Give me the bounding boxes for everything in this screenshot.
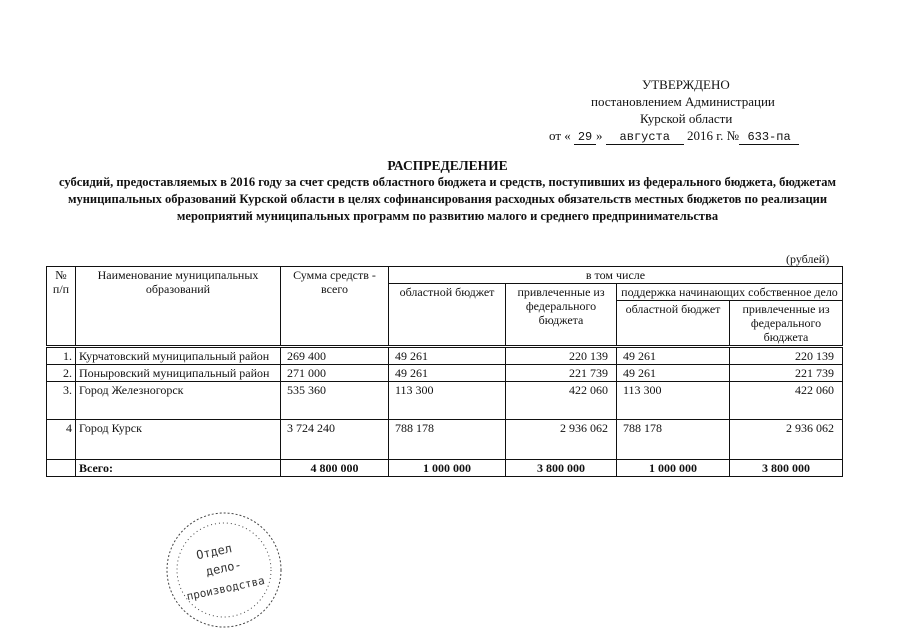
date-day: 29 [574, 130, 596, 145]
table-total-row [47, 460, 843, 477]
office-stamp [162, 508, 286, 632]
row-total: 269 400 [281, 347, 389, 365]
row-num: 4 [47, 420, 76, 460]
row-regional: 49 261 [389, 347, 506, 365]
row-num: 1. [47, 347, 76, 365]
stamp-text-1: Отдел [194, 541, 234, 563]
total-sum: 4 800 000 [281, 460, 389, 477]
row-name: Поныровский муниципальный район [76, 365, 281, 382]
approval-heading: УТВЕРЖДЕНО [642, 77, 730, 92]
row-num: 2. [47, 365, 76, 382]
document-number: 633-па [739, 130, 799, 145]
row-support-regional: 788 178 [617, 420, 730, 460]
total-support-regional: 1 000 000 [617, 460, 730, 477]
row-regional: 113 300 [389, 382, 506, 420]
row-support-regional: 113 300 [617, 382, 730, 420]
table-row [47, 382, 843, 420]
table-row [47, 420, 843, 460]
header-total: Сумма средств - всего [281, 267, 389, 347]
document-title: РАСПРЕДЕЛЕНИЕ [387, 158, 508, 173]
total-label: Всего: [76, 460, 281, 477]
row-federal: 2 936 062 [506, 420, 617, 460]
row-total: 535 360 [281, 382, 389, 420]
row-num: 3. [47, 382, 76, 420]
distribution-table [46, 266, 843, 477]
total-regional: 1 000 000 [389, 460, 506, 477]
total-support-federal: 3 800 000 [730, 460, 843, 477]
approval-date-line [549, 127, 845, 145]
header-name: Наименование муниципальных образований [76, 267, 281, 347]
approval-block [549, 76, 845, 145]
document-subtitle: субсидий, предоставляемых в 2016 году за счет средств областного бюджета и средств, поступивших из федерального бюджета, бюджетам муниципальных образований Курской области в целях софинансирования расходных обязательств местных бюджетов по реализации мероприятий муниципальных программ по развитию малого и среднего предпринимательства [58, 175, 837, 223]
row-support-regional: 49 261 [617, 365, 730, 382]
row-name: Курчатовский муниципальный район [76, 347, 281, 365]
header-num: № п/п [47, 267, 76, 347]
row-federal: 220 139 [506, 347, 617, 365]
row-support-federal: 2 936 062 [730, 420, 843, 460]
row-support-federal: 422 060 [730, 382, 843, 420]
date-day-close: » [596, 128, 603, 143]
row-support-federal: 220 139 [730, 347, 843, 365]
row-name: Город Железногорск [76, 382, 281, 420]
table-row [47, 365, 843, 382]
total-num-cell [47, 460, 76, 477]
row-regional: 788 178 [389, 420, 506, 460]
header-including: в том числе [389, 267, 843, 284]
header-regional: областной бюджет [389, 284, 506, 347]
row-federal: 422 060 [506, 382, 617, 420]
row-support-federal: 221 739 [730, 365, 843, 382]
row-support-regional: 49 261 [617, 347, 730, 365]
row-total: 271 000 [281, 365, 389, 382]
date-month: августа [606, 130, 684, 145]
stamp-text-3: производства [185, 573, 266, 604]
header-federal: привлеченные из федерального бюджета [506, 284, 617, 347]
unit-label: (рублей) [786, 252, 830, 266]
table-header-row [47, 267, 843, 284]
total-federal: 3 800 000 [506, 460, 617, 477]
date-prefix: от « [549, 128, 571, 143]
row-total: 3 724 240 [281, 420, 389, 460]
header-support: поддержка начинающих собственное дело [617, 284, 843, 301]
row-name: Город Курск [76, 420, 281, 460]
approval-line-2: постановлением Администрации [591, 94, 775, 109]
approval-line-3: Курской области [640, 111, 733, 126]
header-support-federal: привлеченные из федерального бюджета [730, 301, 843, 347]
header-support-regional: областной бюджет [617, 301, 730, 347]
row-federal: 221 739 [506, 365, 617, 382]
row-regional: 49 261 [389, 365, 506, 382]
date-year: 2016 г. № [687, 128, 740, 143]
table-row [47, 347, 843, 365]
stamp-text-2: дело- [204, 557, 243, 579]
